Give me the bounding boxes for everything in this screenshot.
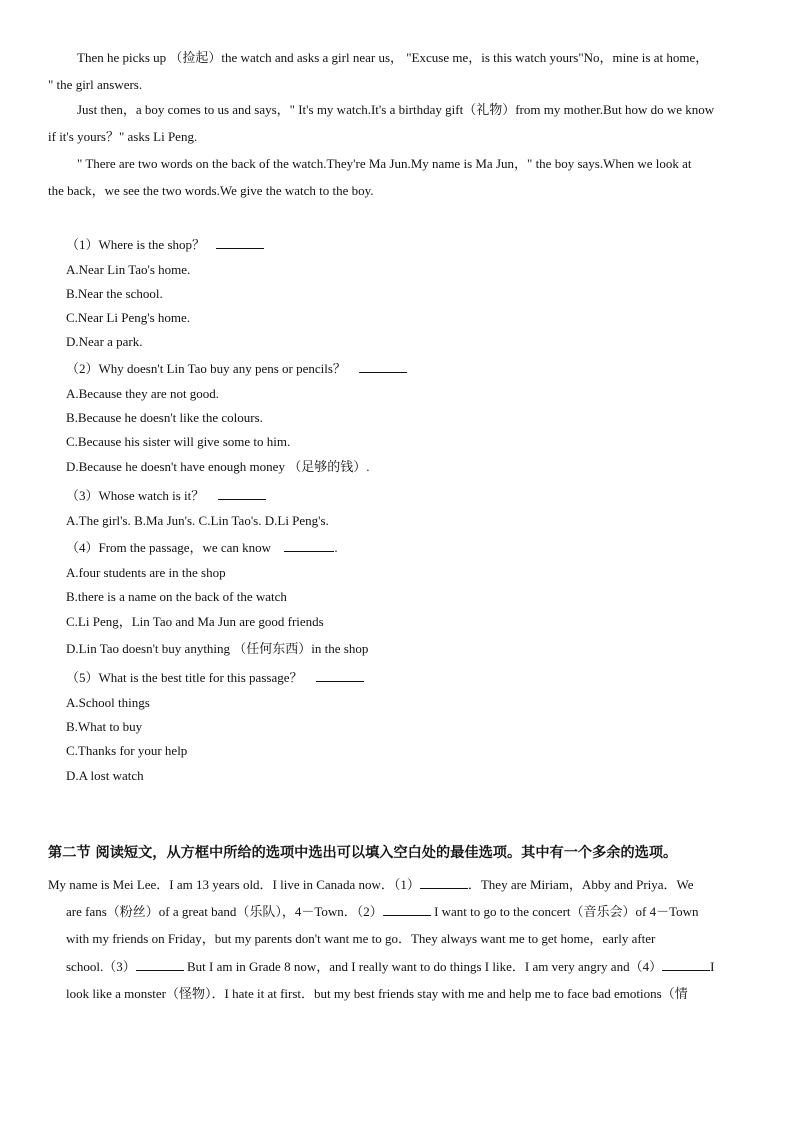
cloze-blank-3[interactable] bbox=[136, 958, 184, 971]
option-item: D.Li Peng's. bbox=[264, 513, 329, 528]
option-item: B.there is a name on the back of the watch bbox=[66, 589, 287, 604]
passage-line: if it's yours？" asks Li Peng. bbox=[48, 129, 198, 144]
cloze-blank-2[interactable] bbox=[383, 903, 431, 916]
option-item: A.The girl's. bbox=[66, 513, 131, 528]
question-text: （2）Why doesn't Lin Tao buy any pens or pencils？ bbox=[66, 361, 346, 376]
option-item: B.What to buy bbox=[66, 719, 143, 734]
question-stem bbox=[66, 669, 364, 686]
question-suffix: . bbox=[334, 540, 338, 555]
cloze-text: My name is Mei Lee．I am 13 years old．I live in Canada now．（1） bbox=[48, 877, 420, 892]
cloze-text: I want to go to the concert（音乐会）of 4－Town bbox=[430, 904, 699, 919]
cloze-text: ．They are Miriam，Abby and Priya．We bbox=[467, 877, 694, 892]
option-item: B.Because he doesn't like the colours. bbox=[66, 410, 263, 425]
question-stem bbox=[66, 487, 266, 504]
option-item: B.Near the school. bbox=[66, 286, 163, 301]
option-item: C.Near Li Peng's home. bbox=[66, 310, 191, 325]
question-stem bbox=[66, 236, 264, 253]
option-row bbox=[66, 513, 526, 529]
cloze-text: are fans（粉丝）of a great band（乐队），4－Town．（2） bbox=[66, 904, 383, 919]
cloze-blank-1[interactable] bbox=[420, 876, 468, 889]
option-item: D.Near a park. bbox=[66, 334, 143, 349]
option-item: A.Near Lin Tao's home. bbox=[66, 262, 191, 277]
option-item: D.A lost watch bbox=[66, 768, 144, 783]
passage-line: Then he picks up （捡起）the watch and asks a girl near us， "Excuse me，is this watch yours"No，mine is at home， bbox=[77, 50, 709, 65]
option-item: D.Because he doesn't have enough money （足够的钱）. bbox=[66, 459, 370, 474]
answer-blank[interactable] bbox=[316, 669, 364, 682]
cloze-line: with my friends on Friday，but my parents don't want me to go．They always want me to get home，early after bbox=[66, 931, 656, 946]
passage-line: Just then，a boy comes to us and says，" It's my watch.It's a birthday gift（礼物）from my mother.But how do we know bbox=[77, 102, 715, 117]
question-stem bbox=[66, 539, 338, 556]
passage-line: " There are two words on the back of the watch.They're Ma Jun.My name is Ma Jun，" the boy says.When we look at bbox=[77, 156, 692, 171]
question-text: （5）What is the best title for this passage？ bbox=[66, 670, 303, 685]
question-text: （3）Whose watch is it？ bbox=[66, 488, 205, 503]
cloze-line: look like a monster（怪物）．I hate it at first．but my best friends stay with me and help me to face bad emotions（情 bbox=[66, 986, 688, 1001]
question-text: （4）From the passage，we can know bbox=[66, 540, 272, 555]
answer-blank[interactable] bbox=[218, 487, 266, 500]
cloze-text: I bbox=[710, 959, 715, 974]
cloze-blank-4[interactable] bbox=[662, 958, 710, 971]
option-item: C.Li Peng，Lin Tao and Ma Jun are good friends bbox=[66, 614, 324, 629]
passage-line: the back，we see the two words.We give the watch to the boy. bbox=[48, 183, 374, 198]
option-item: A.four students are in the shop bbox=[66, 565, 226, 580]
option-item: C.Because his sister will give some to him. bbox=[66, 434, 291, 449]
option-item: A.School things bbox=[66, 695, 150, 710]
answer-blank[interactable] bbox=[359, 360, 407, 373]
question-stem bbox=[66, 360, 407, 377]
option-item: C.Thanks for your help bbox=[66, 743, 188, 758]
passage-line: " the girl answers. bbox=[48, 77, 143, 92]
option-item: A.Because they are not good. bbox=[66, 386, 220, 401]
question-text: （1）Where is the shop？ bbox=[66, 237, 206, 252]
cloze-line bbox=[48, 876, 694, 893]
option-item: C.Lin Tao's. bbox=[198, 513, 262, 528]
option-item: B.Ma Jun's. bbox=[134, 513, 196, 528]
answer-blank[interactable] bbox=[284, 539, 334, 552]
cloze-line bbox=[66, 958, 714, 975]
answer-blank[interactable] bbox=[216, 236, 264, 249]
cloze-text: But I am in Grade 8 now，and I really want to do things I like．I am very angry and（4） bbox=[183, 959, 663, 974]
cloze-text: school.（3） bbox=[66, 959, 136, 974]
section-heading: 第二节 阅读短文，从方框中所给的选项中选出可以填入空白处的最佳选项。其中有一个多余的选项。 bbox=[48, 845, 678, 861]
cloze-line bbox=[66, 903, 699, 920]
option-item: D.Lin Tao doesn't buy anything （任何东西）in the shop bbox=[66, 641, 369, 656]
